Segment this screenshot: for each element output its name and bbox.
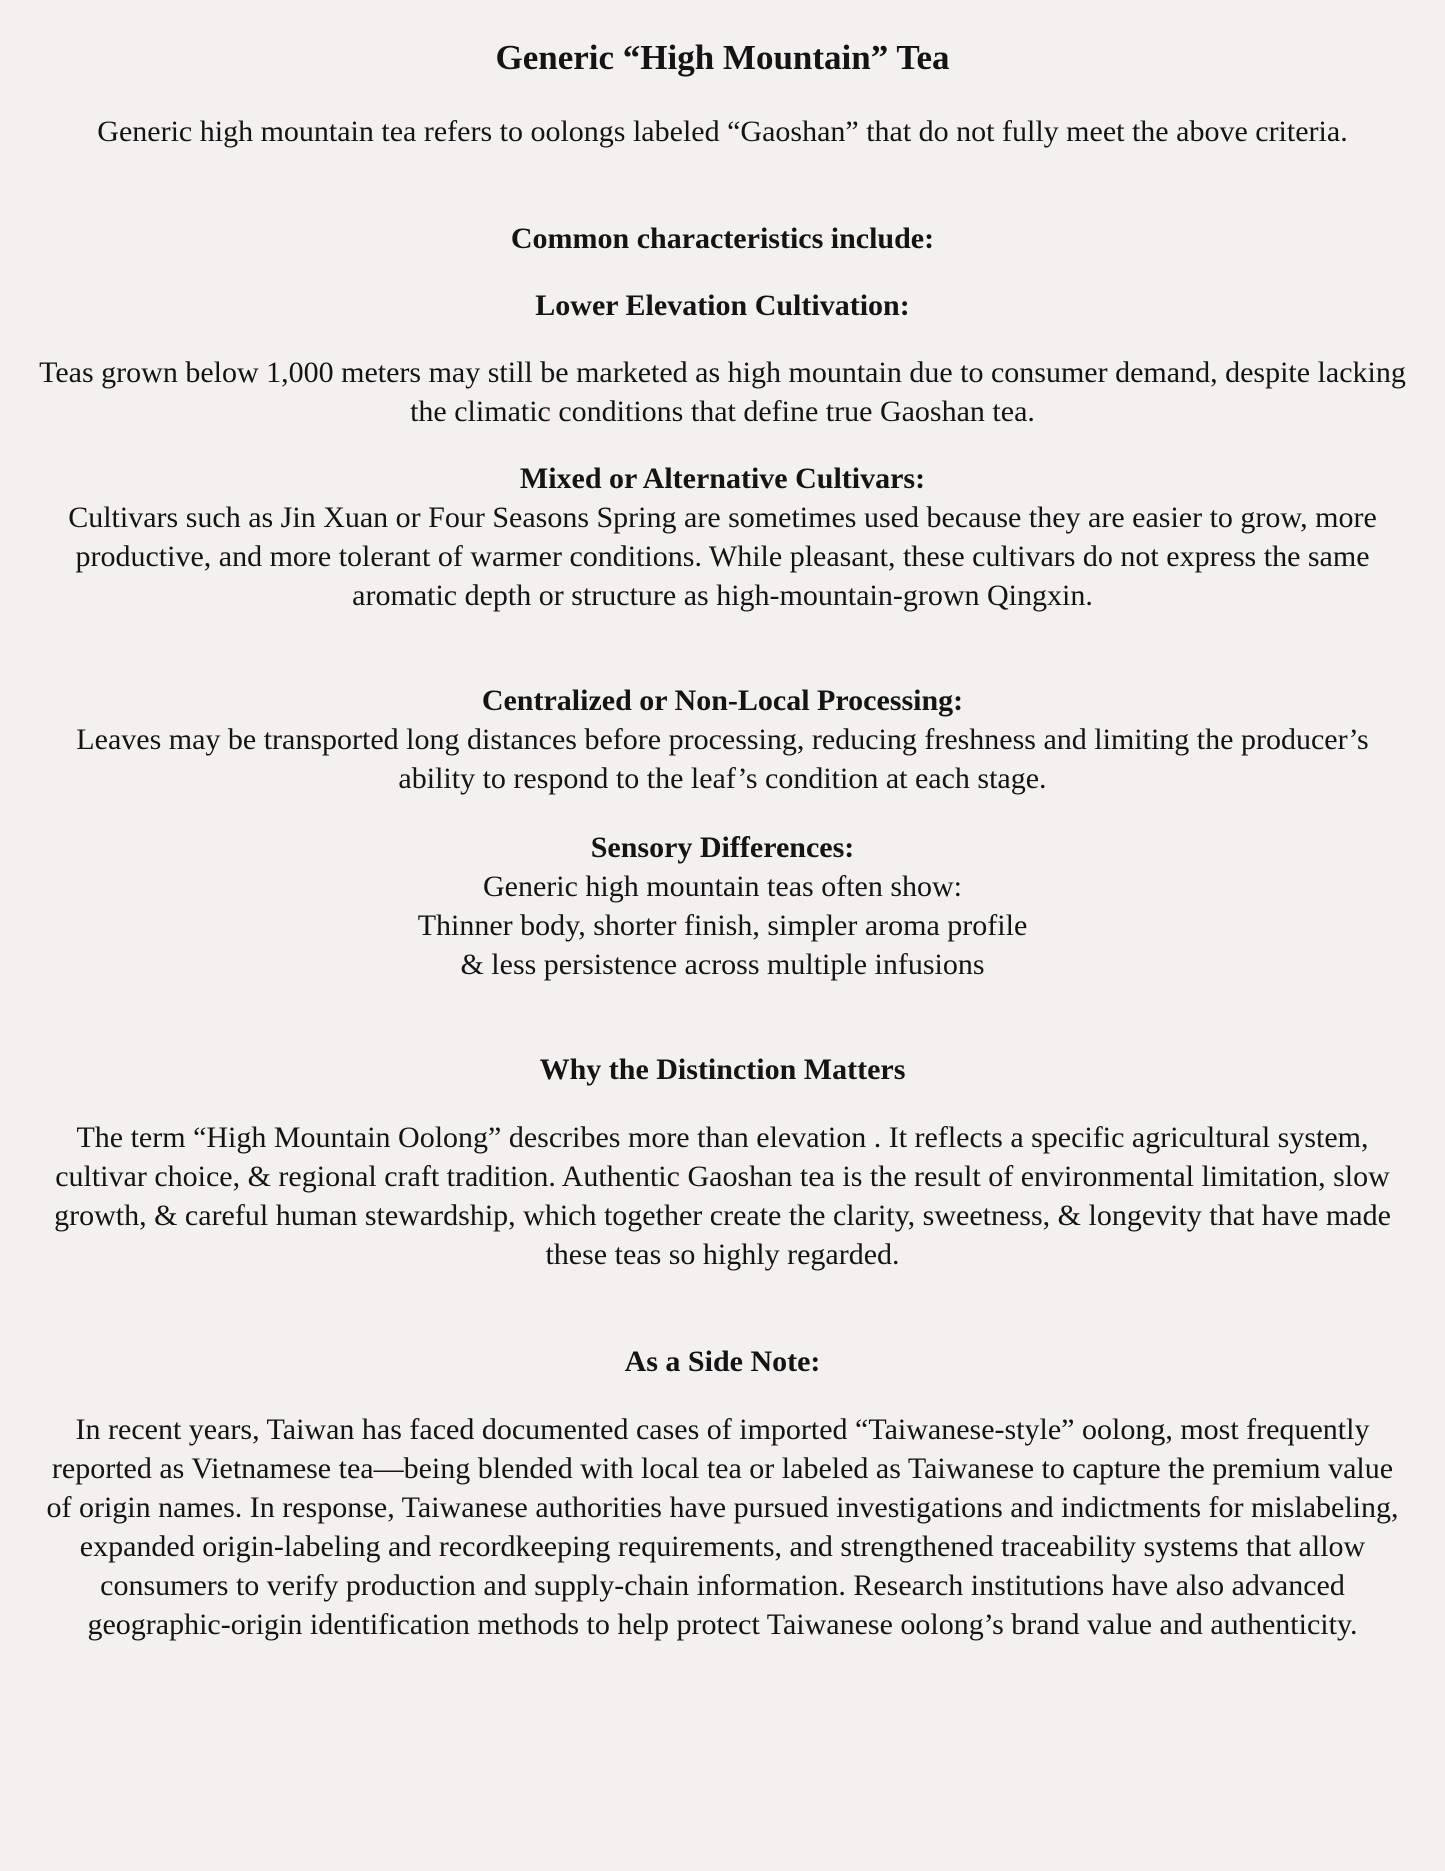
cultivars-body: Cultivars such as Jin Xuan or Four Seasons Spring are sometimes used because they are easier to grow, more productive, and more tolerant of warmer conditions. While pleasant, these cultivars do not express the same aromatic depth or structure as high-mountain-grown Qingxin. — [68, 501, 1377, 612]
sensory-heading: Sensory Differences: — [590, 831, 855, 864]
side-note-heading: As a Side Note: — [624, 1345, 821, 1378]
distinction-heading: Why the Distinction Matters — [539, 1053, 906, 1086]
sensory-line-3: & less persistence across multiple infusions — [460, 948, 985, 981]
sensory-section — [38, 828, 1407, 984]
side-note-body: In recent years, Taiwan has faced documented cases of imported “Taiwanese-style” oolong, most frequently reported as Vietnamese tea—being blended with local tea or labeled as Taiwanese to capture the premium value of origin names. In response, Taiwanese authorities have pursued investigations and indictments for mislabeling, expanded origin-labeling and recordkeeping requirements, and strengthened traceability systems that allow consumers to verify production and supply-chain information. Research institutions have also advanced geographic-origin identification methods to help protect Taiwanese oolong’s brand value and authenticity. — [46, 1413, 1399, 1641]
distinction-body: The term “High Mountain Oolong” describes more than elevation . It reflects a specific agricultural system, cultivar choice, & regional craft tradition. Authentic Gaoshan tea is the result of environmental limitation, slow growth, & careful human stewardship, which together create the clarity, sweetness, & longevity that have made these teas so highly regarded. — [54, 1121, 1391, 1271]
cultivars-heading: Mixed or Alternative Cultivars: — [519, 462, 926, 495]
common-characteristics-heading: Common characteristics include: — [510, 222, 935, 255]
processing-heading: Centralized or Non-Local Processing: — [481, 684, 964, 717]
lower-elevation-body: Teas grown below 1,000 meters may still be marketed as high mountain due to consumer demand, despite lacking the climatic conditions that define true Gaoshan tea. — [39, 356, 1406, 428]
sensory-line-1: Generic high mountain teas often show: — [482, 870, 963, 903]
processing-body: Leaves may be transported long distances before processing, reducing freshness and limiting the producer’s ability to respond to the leaf’s condition at each stage. — [76, 723, 1369, 795]
processing-section — [38, 681, 1407, 798]
page-title: Generic “High Mountain” Tea — [495, 38, 950, 77]
intro-paragraph: Generic high mountain tea refers to oolongs labeled “Gaoshan” that do not fully meet the above criteria. — [97, 115, 1348, 148]
cultivars-section — [38, 459, 1407, 615]
lower-elevation-heading: Lower Elevation Cultivation: — [535, 289, 910, 322]
sensory-line-2: Thinner body, shorter finish, simpler aroma profile — [417, 909, 1028, 942]
